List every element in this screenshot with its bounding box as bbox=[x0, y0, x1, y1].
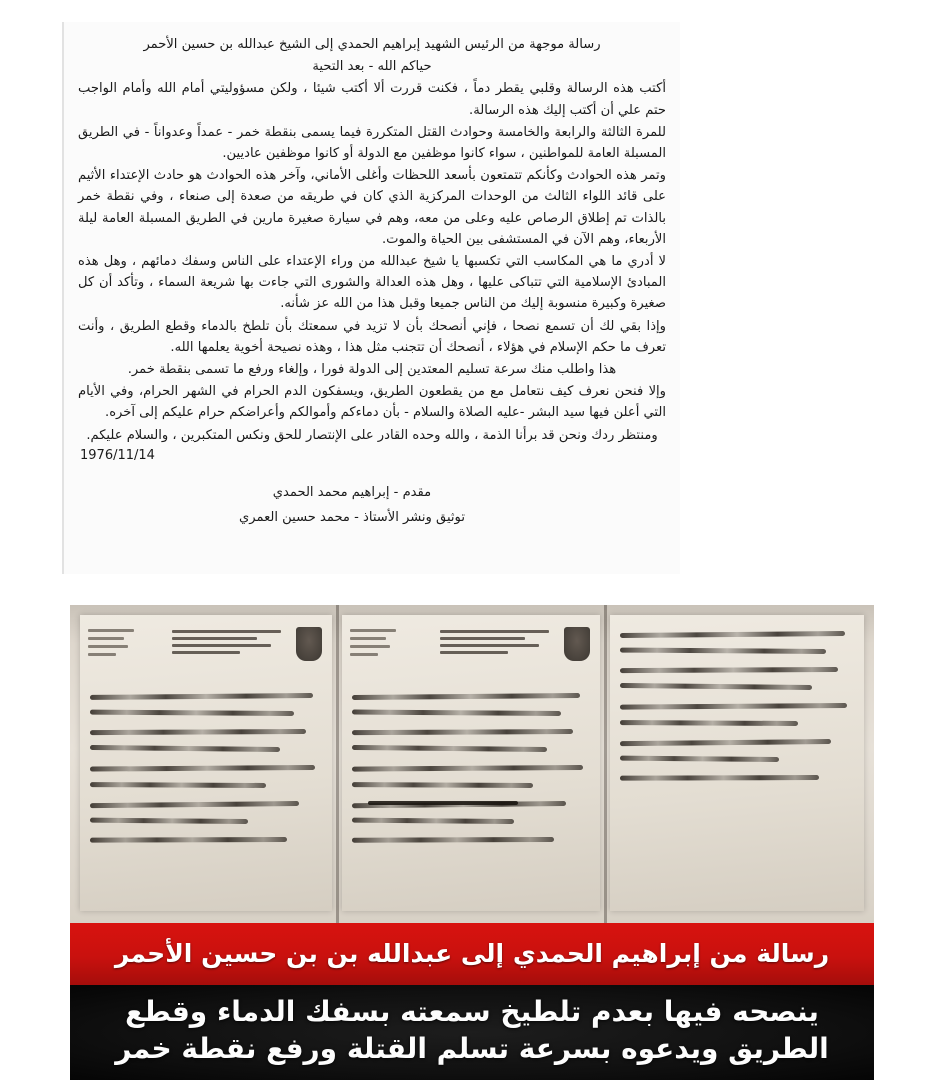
republic-emblem-icon bbox=[296, 627, 322, 661]
letter-paragraph-6: هذا واطلب منك سرعة تسليم المعتدين إلى الدولة فورا ، وإلغاء ورفع ما تسمى بنقطة خمر. bbox=[127, 362, 617, 378]
letterhead-lines-left bbox=[172, 627, 290, 658]
scan-page-left bbox=[80, 615, 332, 911]
black-banner-text: ينصحه فيها بعدم تلطيخ سمعته بسفك الدماء وقطع الطريق ويدعوه بسرعة تسلم القتلة ورفع نقطة خمر bbox=[115, 994, 829, 1065]
republic-emblem-icon bbox=[564, 627, 590, 661]
letterhead-middle bbox=[440, 627, 590, 681]
letter-paragraph-2: للمرة الثالثة والرابعة والخامسة وحوادث القتل المتكررة فيما يسمى بنقطة خمر - عمداً وعدواناً - في الطريق المسبلة العامة للمواطنين ، سواء كانوا موظفين مع الدولة أو كانوا موظفين عاديين. bbox=[78, 124, 666, 162]
handwriting-lines-right bbox=[620, 631, 854, 793]
handwritten-letter-scan bbox=[70, 605, 874, 923]
letter-paragraph-4: لا أدري ما هي المكاسب التي تكسبها يا شيخ عبدالله من وراء الإعتداء على الناس وسفك دمائهم ، وهل هذه المبادئ الإسلامية التي تتباكى عليها ، وهل هذه العدالة والشورى التي جاءت بها شريعة السماء ، وتأكد أن كل صغيرة وكبيرة منسوبة إليك من الناس جميعا وقبل هذا من الله عز شأنه. bbox=[78, 254, 666, 312]
scan-page-middle bbox=[342, 615, 600, 911]
letter-body bbox=[74, 34, 670, 446]
letterhead-stamp-lines-left bbox=[88, 629, 134, 661]
letterhead-lines-middle bbox=[440, 627, 558, 658]
letter-title: رسالة موجهة من الرئيس الشهيد إبراهيم الحمدي إلى الشيخ عبدالله بن حسين الأحمر bbox=[143, 37, 601, 52]
letter-paragraph-5: وإذا بقي لك أن تسمع نصحا ، فإني أنصحك بأن لا تزيد في سمعتك بأن تلطخ بالدماء وقطع الطريق ، وأنت تعرف ما حكم الإسلام في هؤلاء ، أنصحك أن تتجنب مثل هذا ، وهذه نصيحة أخوية يعلمها الله. bbox=[78, 318, 666, 355]
letter-signature-block bbox=[74, 481, 670, 531]
letter-signature-credit: توثيق ونشر الأستاذ - محمد حسين العمري bbox=[239, 509, 465, 525]
handwriting-lines-left bbox=[90, 693, 322, 855]
letter-date: 1976/11/14 bbox=[80, 447, 155, 463]
scan-page-divider bbox=[336, 605, 339, 923]
black-caption-banner bbox=[70, 985, 874, 1080]
scan-page-right bbox=[610, 615, 864, 911]
letter-card bbox=[62, 22, 680, 574]
letterhead-left bbox=[172, 627, 322, 681]
letter-signature-author: مقدم - إبراهيم محمد الحمدي bbox=[272, 484, 432, 500]
letterhead-stamp-lines-middle bbox=[350, 629, 396, 661]
strikethrough-mark bbox=[368, 801, 518, 805]
handwriting-lines-middle bbox=[352, 693, 590, 855]
scan-page-divider bbox=[604, 605, 607, 923]
red-banner-text: رسالة من إبراهيم الحمدي إلى عبدالله بن بن حسين الأحمر bbox=[114, 938, 830, 968]
letter-paragraph-1: أكتب هذه الرسالة وقلبي يقطر دماً ، فكنت قررت ألا أكتب شيئا ، ولكن مسؤوليتي أمام الله وأمام الواجب حتم علي أن أكتب إليك هذه الرسالة. bbox=[78, 81, 666, 118]
letter-greeting: حياكم الله - بعد التحية bbox=[312, 59, 432, 75]
attached-photo[interactable] bbox=[70, 605, 874, 1080]
letter-paragraph-7: وإلا فنحن نعرف كيف نتعامل مع من يقطعون الطريق، ويسفكون الدم الحرام في الشهر الحرام، وفي الأيام التي أعلن فيها سيد البشر -عليه الصلاة والسلام - بأن دماءكم وأموالكم وأعراضكم حرام عليكم إلى آخره. bbox=[78, 384, 666, 421]
letter-paragraph-3: وتمر هذه الحوادث وكأنكم تتمتعون بأسعد اللحظات وأغلى الأماني، وآخر هذه الحوادث هو حادث الإعتداء الأثيم على قائد اللواء الثالث من الوحدات المركزية الذي كان في طريقه من صعدة إلى صنعاء ، وفي نقطة خمر بالذات تم إطلاق الرصاص عليه وعلى من معه، وهم في سيارة صغيرة مارين في الطريق المسبلة العامة ليلة الأربعاء، وهم الآن في المستشفى بين الحياة والموت. bbox=[78, 168, 666, 247]
red-caption-banner bbox=[70, 923, 874, 985]
letter-paragraph-8: ومنتظر ردك ونحن قد برأنا الذمة ، والله وحده القادر على الإنتصار للحق ونكس المتكبرين ، والسلام عليكم. bbox=[86, 427, 658, 443]
